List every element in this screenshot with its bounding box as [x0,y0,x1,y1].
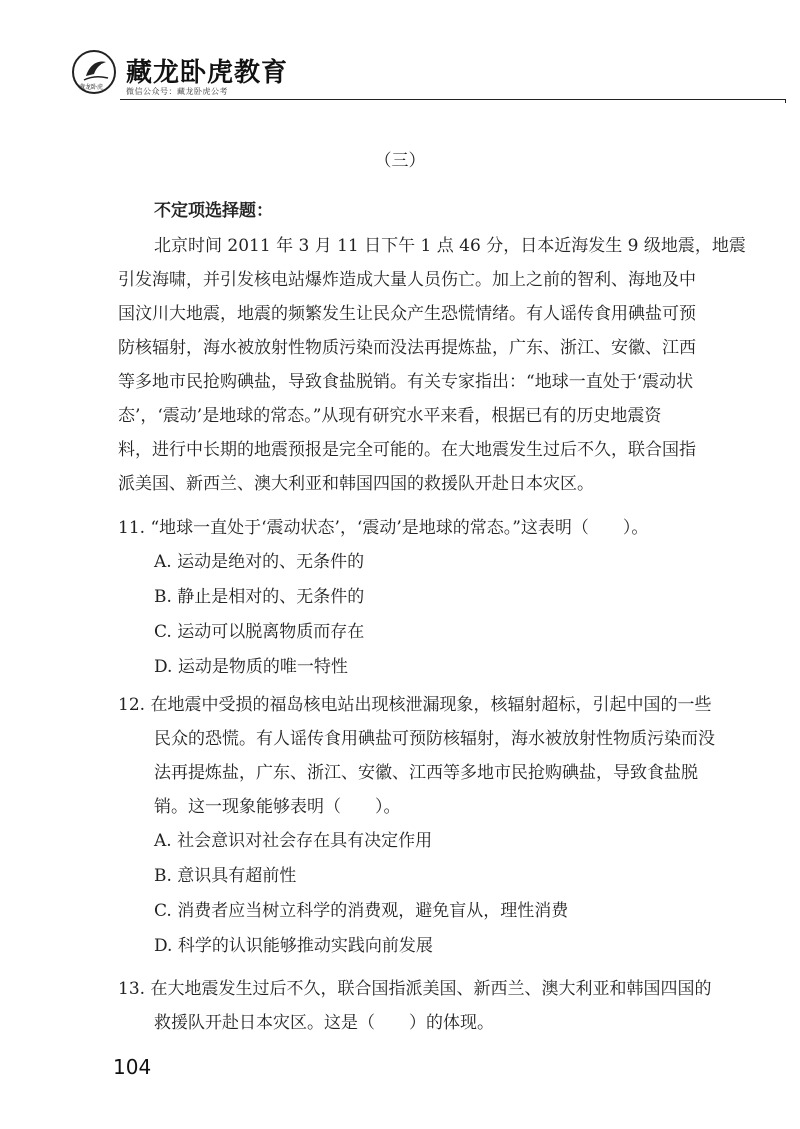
section-title: （三） [374,151,426,171]
option-c[interactable]: C. 运动可以脱离物质而存在 [154,622,365,642]
page-header [0,0,800,110]
question-stem-line: 救援队开赴日本灾区。这是（ ）的体现。 [154,1013,494,1033]
passage-line: 防核辐射，海水被放射性物质污染而没法再提炼盐，广东、浙江、安徽、江西 [118,338,696,358]
option-a[interactable]: A. 社会意识对社会存在具有决定作用 [154,831,433,851]
option-b[interactable]: B. 意识具有超前性 [154,866,297,886]
question-stem: 12. 在地震中受损的福岛核电站出现核泄漏现象，核辐射超标，引起中国的一些 [118,695,712,715]
passage-line: 派美国、新西兰、澳大利亚和韩国四国的救援队开赴日本灾区。 [118,474,594,494]
page-number: 104 [113,1055,152,1079]
question-stem-line: 法再提炼盐，广东、浙江、安徽、江西等多地市民抢购碘盐，导致食盐脱 [154,763,698,783]
brand-name: 藏龙卧虎教育 [126,58,289,88]
header-divider-tick [785,99,786,103]
passage-line: 料，进行中长期的地震预报是完全可能的。在大地震发生过后不久，联合国指 [118,440,696,460]
passage-line: 国汶川大地震，地震的频繁发生让民众产生恐慌情绪。有人谣传食用碘盐可预 [118,304,696,324]
passage-line: 态’，‘震动’是地球的常态。”从现有研究水平来看，根据已有的历史地震资 [118,406,662,426]
option-c[interactable]: C. 消费者应当树立科学的消费观，避免盲从，理性消费 [154,901,569,921]
passage-line: 北京时间 2011 年 3 月 11 日下午 1 点 46 分，日本近海发生 9 级地震，地震 [154,236,746,256]
header-divider [120,99,786,100]
question-stem-line: 销。这一现象能够表明（ ）。 [154,797,401,817]
reading-passage [118,229,746,501]
option-d[interactable]: D. 运动是物质的唯一特性 [154,657,348,677]
question-stem-line: 民众的恐慌。有人谣传食用碘盐可预防核辐射，海水被放射性物质污染而没 [154,729,715,749]
passage-line: 引发海啸，并引发核电站爆炸造成大量人员伤亡。加上之前的智利、海地及中 [118,270,696,290]
option-a[interactable]: A. 运动是绝对的、无条件的 [154,552,365,572]
option-d[interactable]: D. 科学的认识能够推动实践向前发展 [154,936,433,956]
logo-caption: 藏龙卧虎 [79,84,104,91]
brand-subtitle: 微信公众号：藏龙卧虎公考 [126,87,228,96]
question-11 [118,511,722,685]
question-type-heading: 不定项选择题： [154,201,273,221]
passage-line: 等多地市民抢购碘盐，导致食盐脱销。有关专家指出：“地球一直处于‘震动状 [118,372,694,392]
question-stem: 11. “地球一直处于‘震动状态’，‘震动’是地球的常态。”这表明（ ）。 [118,518,649,538]
option-b[interactable]: B. 静止是相对的、无条件的 [154,587,365,607]
question-13 [118,972,722,1040]
question-12 [118,688,722,964]
question-stem: 13. 在大地震发生过后不久，联合国指派美国、新西兰、澳大利亚和韩国四国的 [118,979,712,999]
